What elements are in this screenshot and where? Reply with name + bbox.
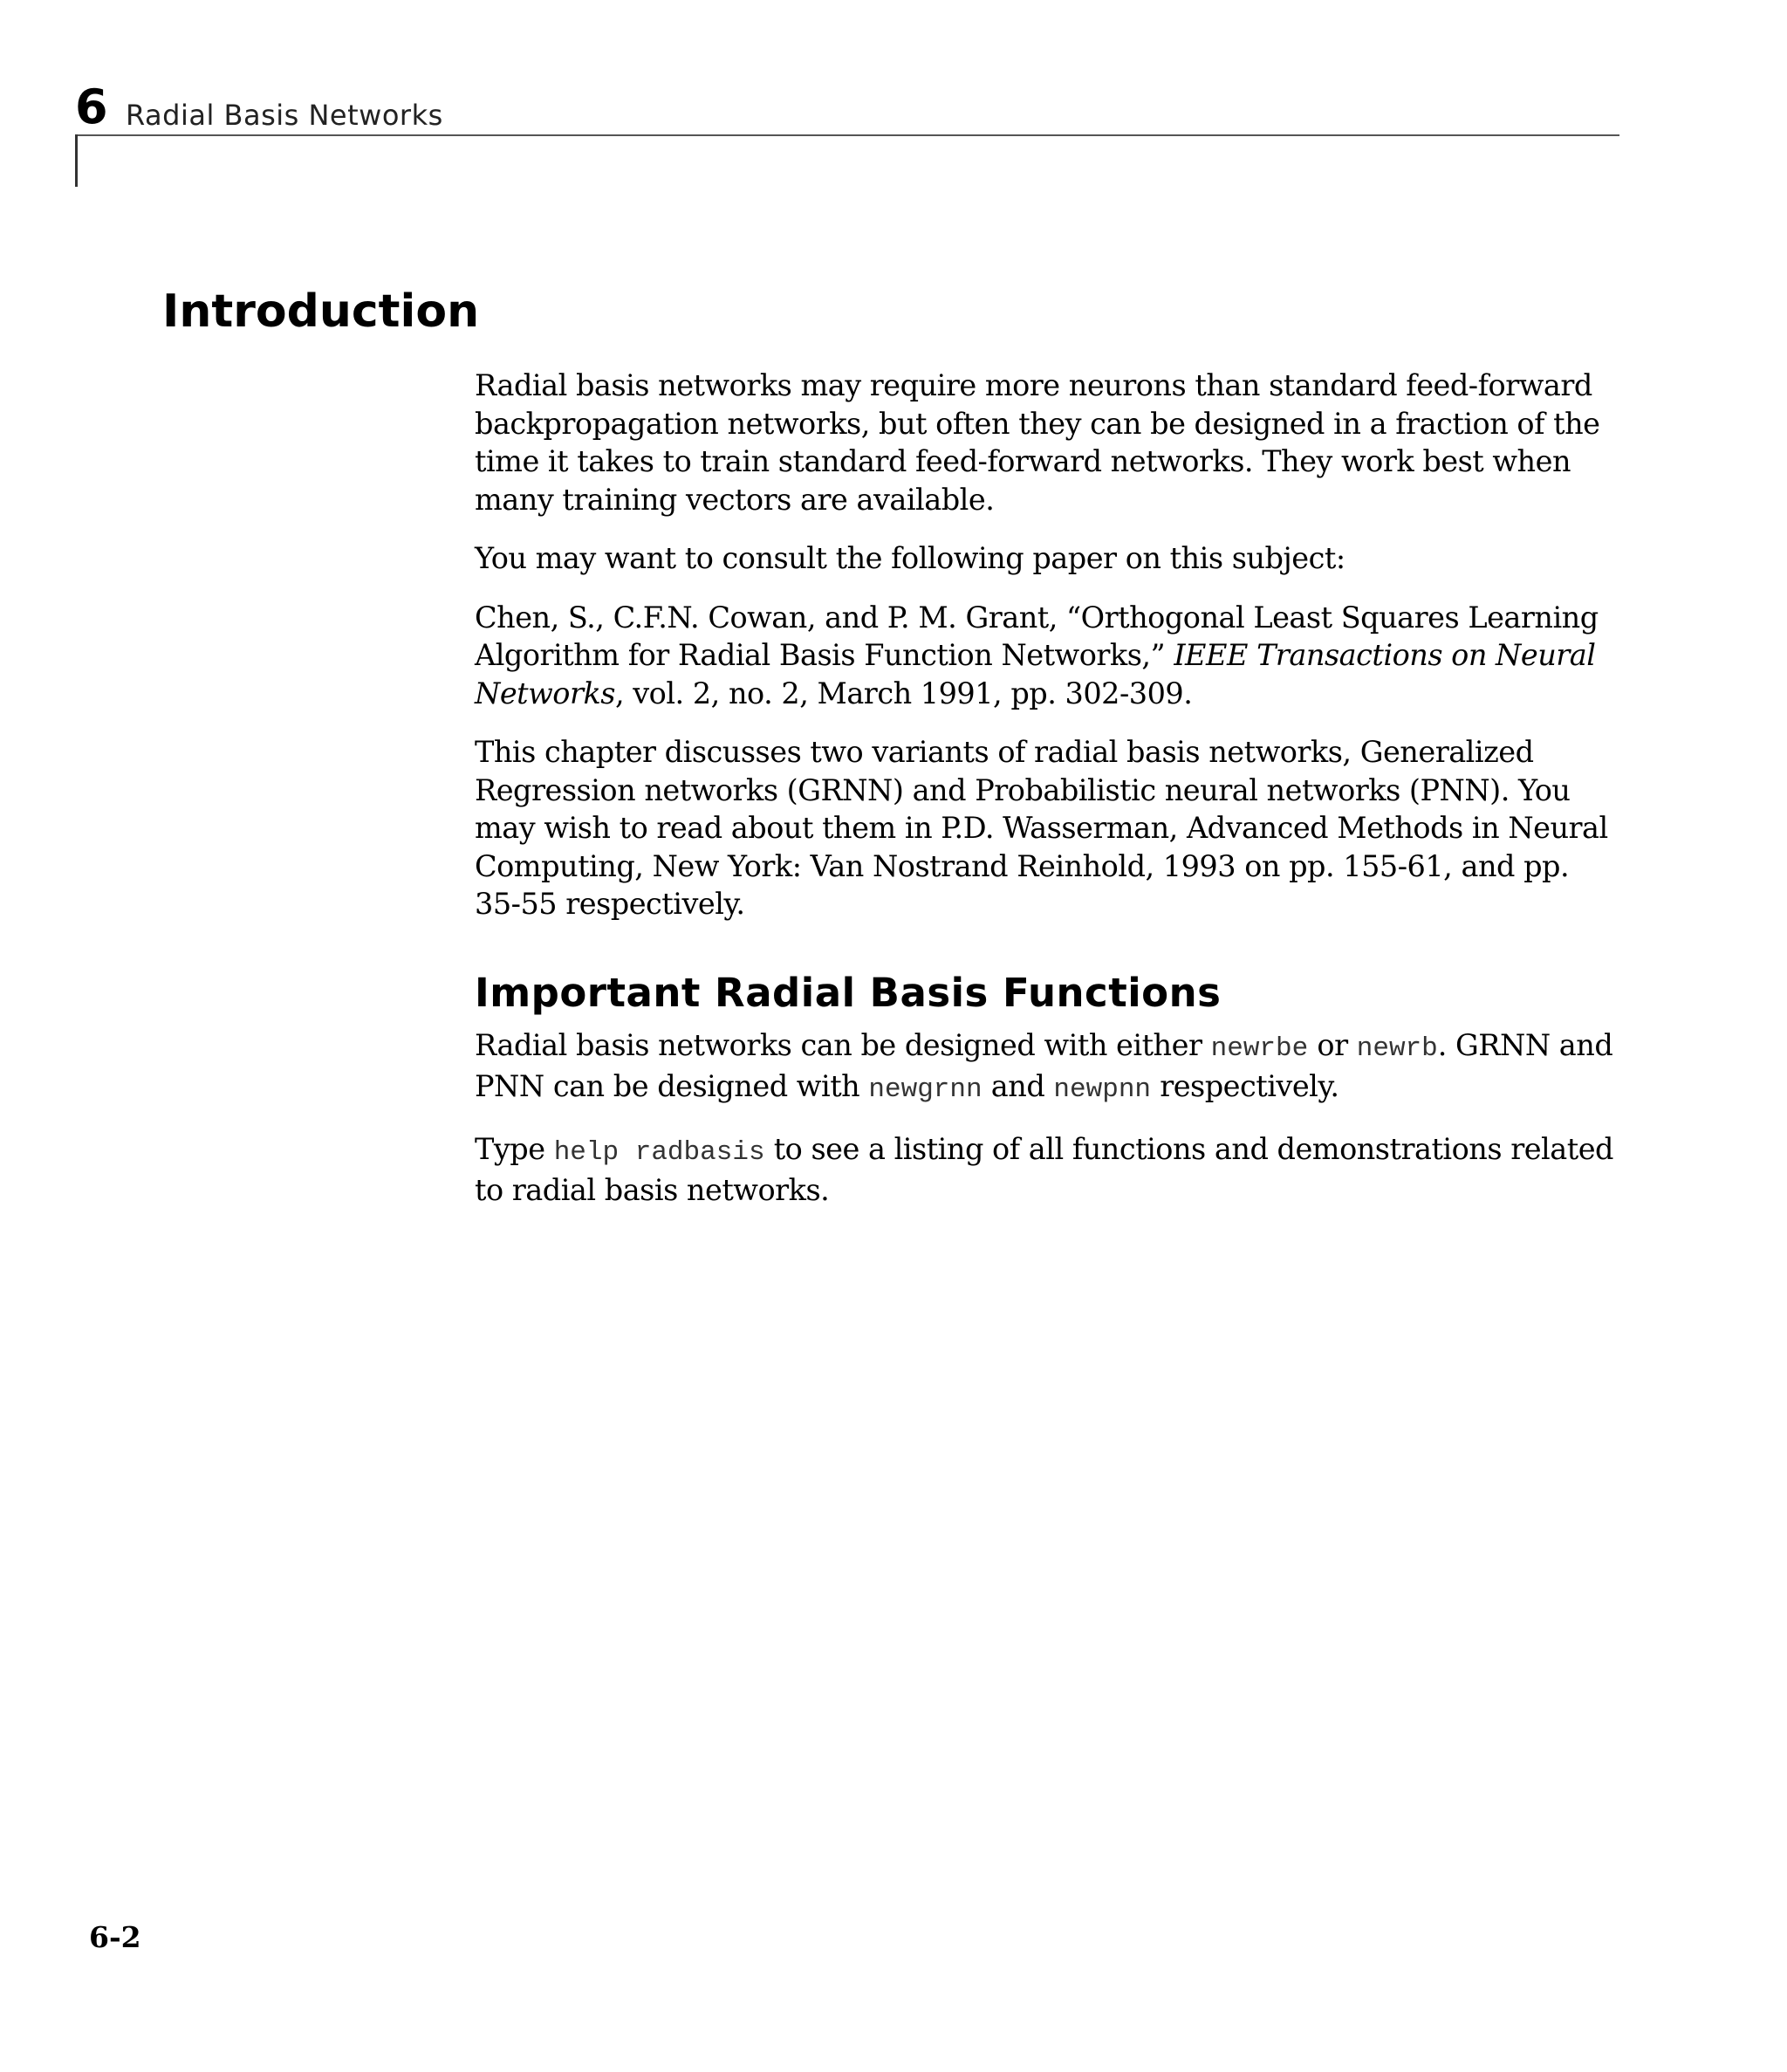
header-vertical-rule (75, 134, 78, 187)
intro-paragraph: Radial basis networks may require more neurons than standard feed-forward backpropagation networks, but often they can be designed in a fraction of the time it takes to train standard feed-forward networks. They work best when many training vectors are available. (475, 368, 1600, 517)
code-newpnn: newpnn (1053, 1074, 1152, 1105)
code-newrb: newrb (1356, 1033, 1438, 1064)
chapter-title: Radial Basis Networks (126, 99, 443, 132)
functions-paragraph (475, 1026, 1619, 1109)
body-column (475, 367, 1619, 1231)
subsection-title: Important Radial Basis Functions (475, 969, 1222, 1016)
citation-paragraph (475, 599, 1619, 713)
section-title: Introduction (162, 285, 480, 338)
running-header (75, 80, 1619, 136)
help-text-2: to see a listing of all functions and demonstrations related to radial basis networks. (475, 1131, 1613, 1207)
code-newrbe: newrbe (1210, 1033, 1309, 1064)
consult-paragraph: You may want to consult the following paper on this subject: (475, 541, 1345, 575)
help-paragraph (475, 1130, 1619, 1210)
functions-text-1: Radial basis networks can be designed with either (475, 1027, 1211, 1062)
functions-text-2: or (1308, 1027, 1357, 1062)
code-help-radbasis: help radbasis (553, 1136, 765, 1168)
citation-lead: Chen, S., C.F.N. Cowan, and P. M. Grant, “Orthogonal Least Squares Learning Algorithm for Radial Basis Function Networks,” (475, 600, 1599, 672)
help-text-1: Type (475, 1131, 554, 1166)
citation-tail: , vol. 2, no. 2, March 1991, pp. 302-309. (614, 676, 1193, 710)
chapter-number: 6 (75, 79, 108, 134)
variants-paragraph: This chapter discusses two variants of radial basis networks, Generalized Regression networks (GRNN) and Probabilistic neural networks (PNN). You may wish to read about them in P.D. Wasserman, Advanced Methods in Neural Computing, New York: Van Nostrand Reinhold, 1993 on pp. 155-61, and pp. 35-55 respectively. (475, 735, 1608, 921)
functions-text-5: respectively. (1151, 1069, 1339, 1103)
code-newgrnn: newgrnn (868, 1074, 983, 1105)
page-number: 6-2 (89, 1920, 141, 1954)
citation-journal: IEEE Transactions on Neural Networks (475, 638, 1596, 710)
functions-text-4: and (982, 1069, 1054, 1103)
functions-text-3: . GRNN and PNN can be designed with (475, 1027, 1613, 1103)
